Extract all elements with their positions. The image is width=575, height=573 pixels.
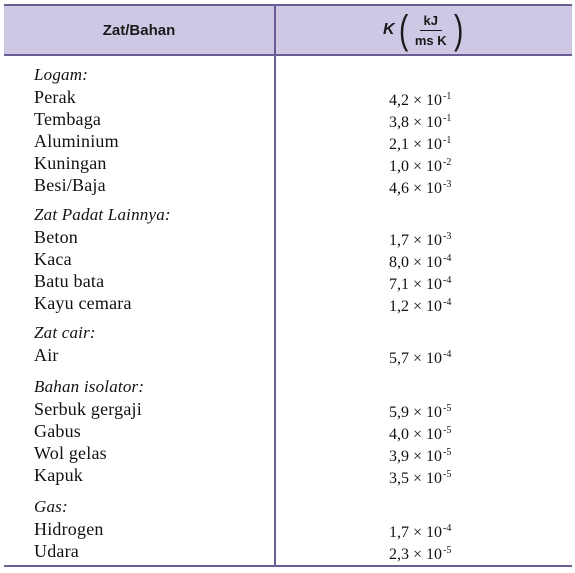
material-name: Wol gelas xyxy=(34,443,107,463)
table-row xyxy=(4,174,572,196)
material-name: Gabus xyxy=(34,421,81,441)
table-row xyxy=(4,292,572,314)
material-name: Udara xyxy=(34,541,79,561)
k-value: $1,0 \times 10^{-2}$ xyxy=(389,157,452,175)
table-row xyxy=(4,152,572,174)
material-name: Beton xyxy=(34,227,78,247)
table-row xyxy=(4,540,572,562)
k-value: $3,8 \times 10^{-1}$ xyxy=(389,113,452,131)
table-row xyxy=(4,420,572,442)
group-title: Gas: xyxy=(34,497,68,516)
group-title: Zat Padat Lainnya: xyxy=(34,205,171,224)
material-name: Besi/Baja xyxy=(34,175,106,195)
group-gas xyxy=(4,496,572,562)
group-title: Logam: xyxy=(34,65,89,84)
table-row xyxy=(4,86,572,108)
group-title: Zat cair: xyxy=(34,323,96,342)
table-row xyxy=(4,464,572,486)
material-name: Perak xyxy=(34,87,76,107)
group-title-row xyxy=(4,204,572,226)
table-row xyxy=(4,270,572,292)
group-zat-padat xyxy=(4,204,572,314)
k-value: $5,9 \times 10^{-5}$ xyxy=(389,403,452,421)
header-k-symbol: K xyxy=(382,21,395,38)
group-title-row xyxy=(4,64,572,86)
material-name: Kuningan xyxy=(34,153,107,173)
material-name: Batu bata xyxy=(34,271,105,291)
table-row xyxy=(4,226,572,248)
group-title-row xyxy=(4,376,572,398)
table-row xyxy=(4,442,572,464)
k-value: $1,7 \times 10^{-3}$ xyxy=(389,231,452,249)
table-row xyxy=(4,398,572,420)
material-name: Kapuk xyxy=(34,465,83,485)
unit-fraction xyxy=(411,13,451,48)
material-name: Kayu cemara xyxy=(34,293,132,313)
k-value: $2,1 \times 10^{-1}$ xyxy=(389,135,452,153)
material-name: Hidrogen xyxy=(34,519,104,539)
k-value: $1,2 \times 10^{-4}$ xyxy=(389,297,452,315)
material-name: Aluminium xyxy=(34,131,119,151)
k-value: $3,5 \times 10^{-5}$ xyxy=(389,469,452,487)
k-value: $8,0 \times 10^{-4}$ xyxy=(389,253,452,271)
unit-numerator: kJ xyxy=(420,13,442,31)
left-paren-icon: ( xyxy=(398,8,408,52)
group-title-row xyxy=(4,322,572,344)
table-row xyxy=(4,130,572,152)
group-title-row xyxy=(4,496,572,518)
right-paren-icon: ) xyxy=(453,8,464,52)
k-value: $4,6 \times 10^{-3}$ xyxy=(389,179,452,197)
material-name: Kaca xyxy=(34,249,72,269)
table-row xyxy=(4,248,572,270)
group-zat-cair xyxy=(4,322,572,366)
group-isolator xyxy=(4,376,572,486)
header-conductivity xyxy=(276,6,572,54)
k-value: $4,2 \times 10^{-1}$ xyxy=(389,91,452,109)
conductivity-table xyxy=(4,4,572,567)
k-value: $4,0 \times 10^{-5}$ xyxy=(389,425,452,443)
k-value: $1,7 \times 10^{-4}$ xyxy=(389,523,452,541)
material-name: Tembaga xyxy=(34,109,102,129)
k-value: $2,3 \times 10^{-5}$ xyxy=(389,545,452,563)
header-material: Zat/Bahan xyxy=(102,21,176,39)
k-value: $7,1 \times 10^{-4}$ xyxy=(389,275,452,293)
table-row xyxy=(4,518,572,540)
table-row xyxy=(4,108,572,130)
table-header xyxy=(4,6,572,56)
k-value: $5,7 \times 10^{-4}$ xyxy=(389,349,452,367)
material-name: Serbuk gergaji xyxy=(34,399,142,419)
table-row xyxy=(4,344,572,366)
group-title: Bahan isolator: xyxy=(34,377,145,396)
k-value: $3,9 \times 10^{-5}$ xyxy=(389,447,452,465)
unit-denominator: ms K xyxy=(414,32,447,48)
group-logam xyxy=(4,64,572,196)
material-name: Air xyxy=(34,345,59,365)
